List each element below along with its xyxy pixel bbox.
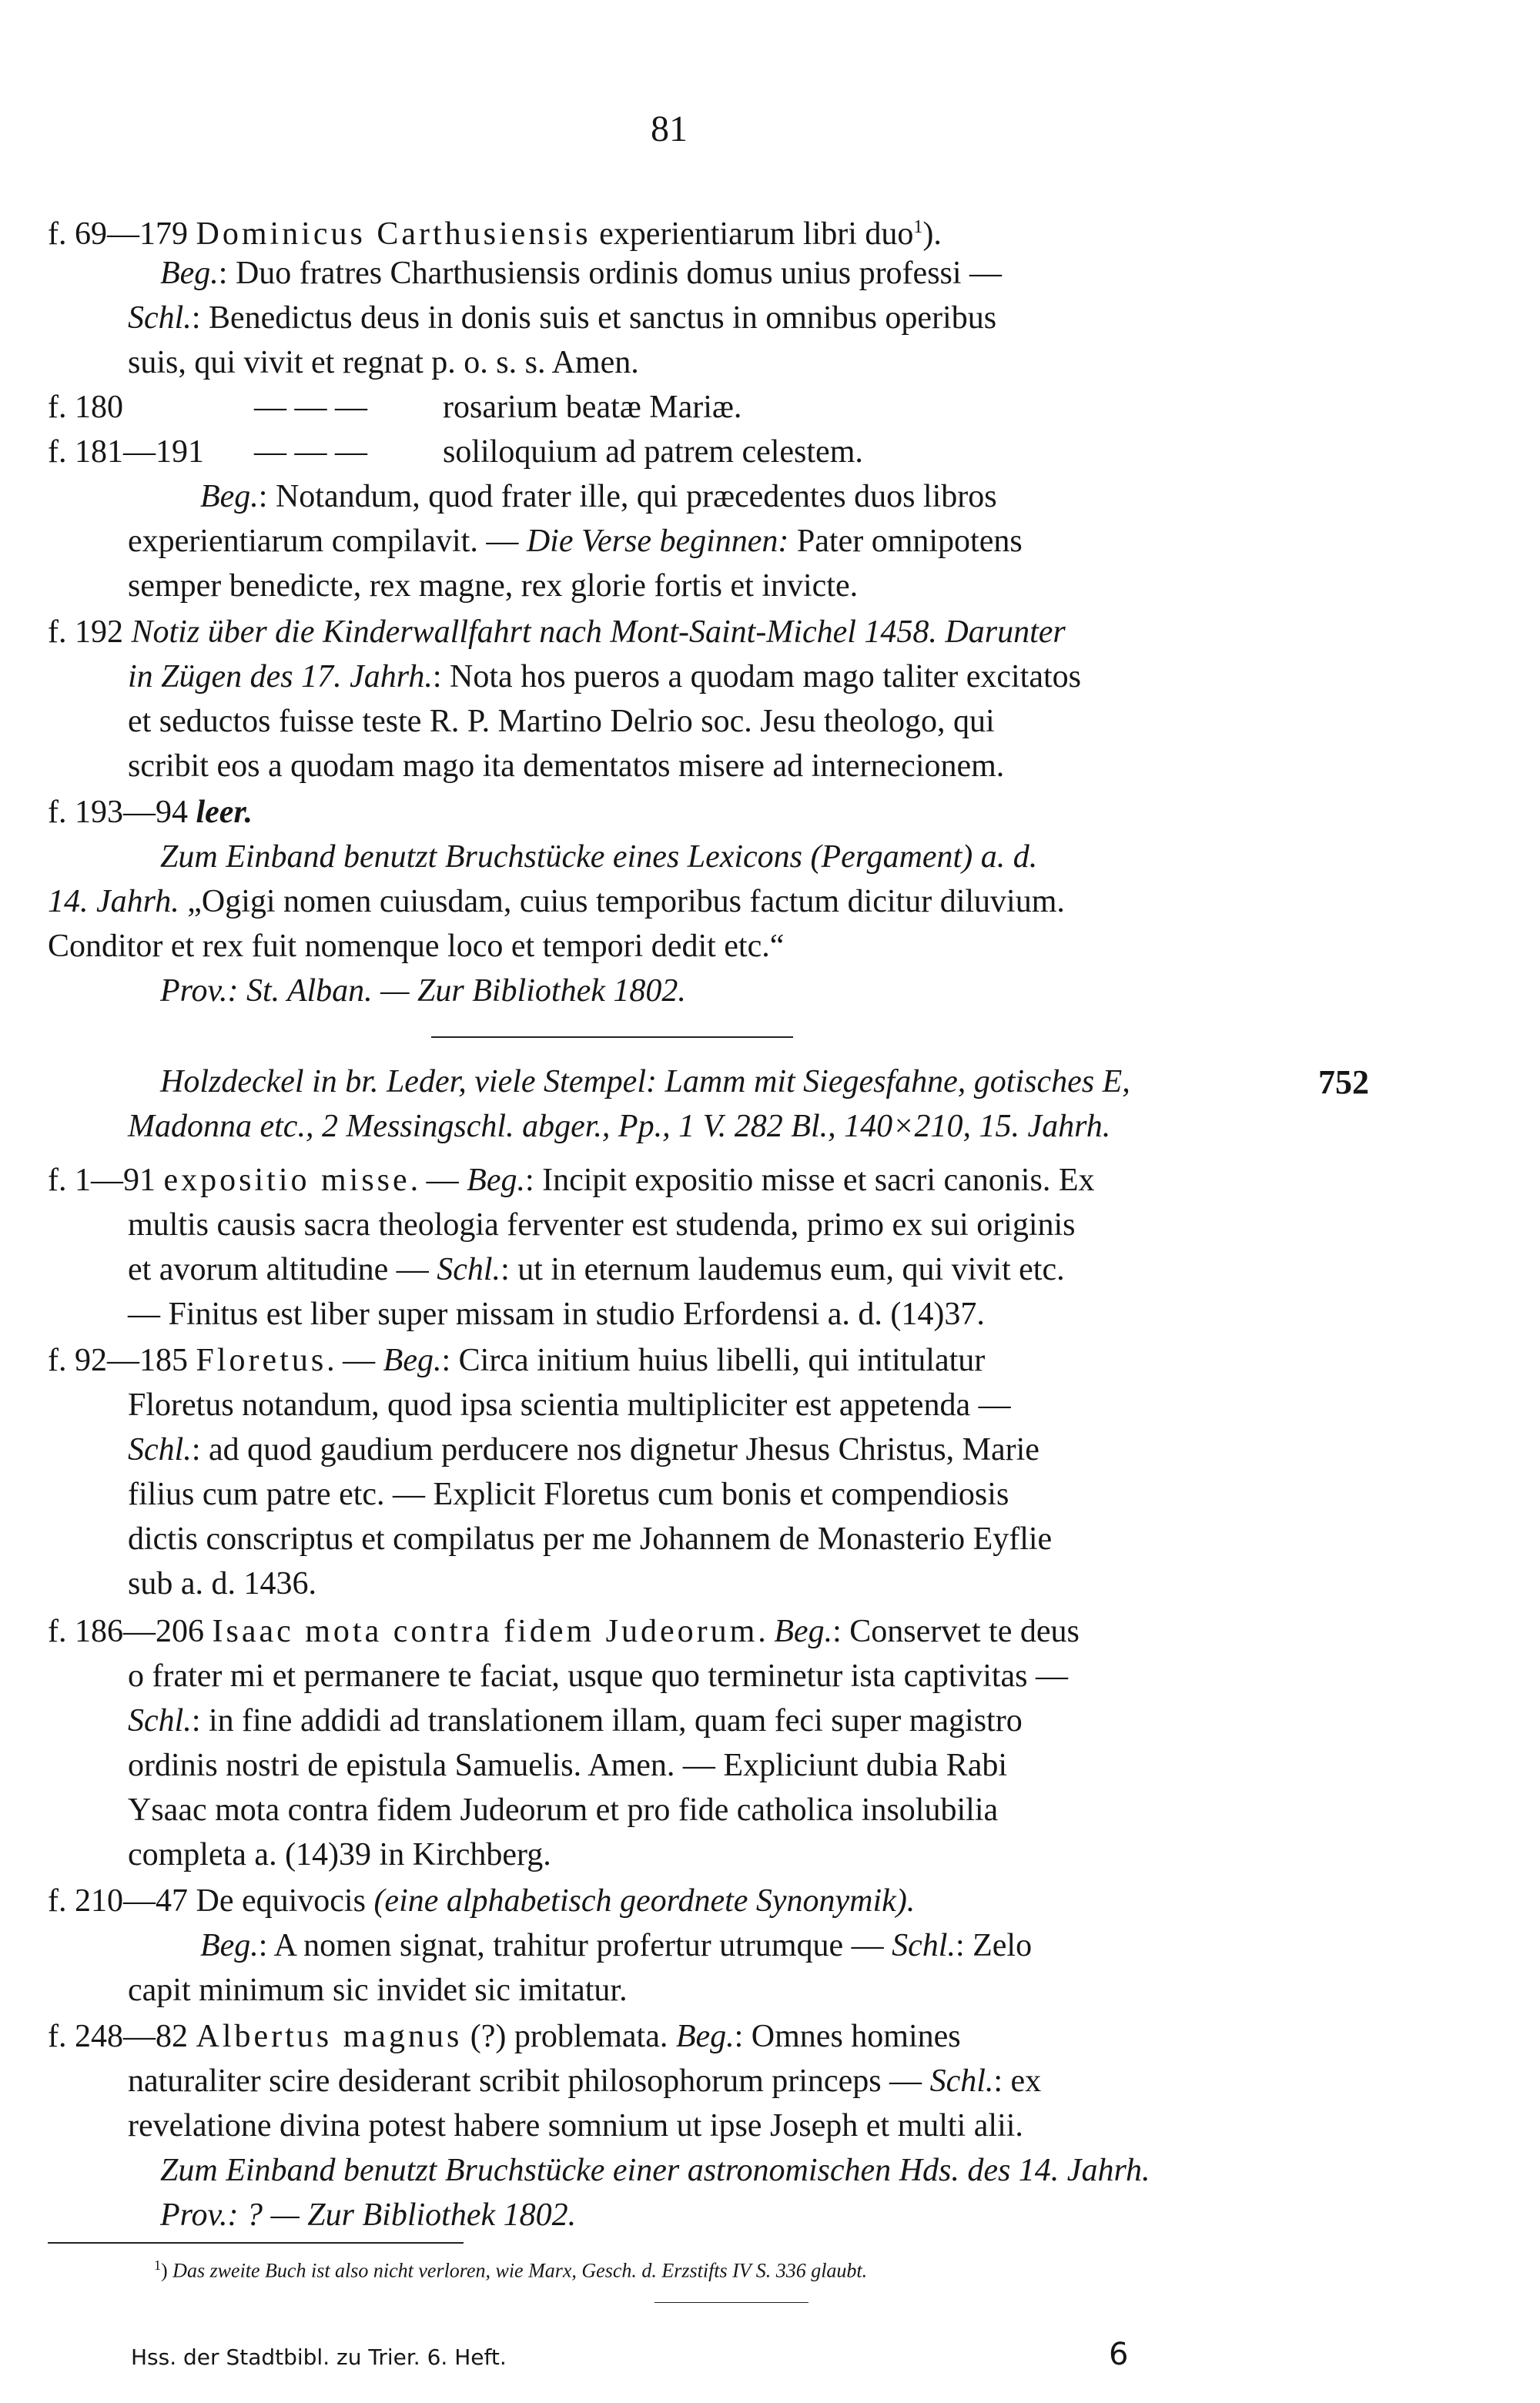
entry-line: filius cum patre etc. — Explicit Floretus cum bonis et compendiosis xyxy=(128,1477,1009,1512)
text: naturaliter scire desiderant scribit philosophorum princeps — xyxy=(128,2063,930,2099)
ditto-dashes: — — — xyxy=(254,434,367,470)
text: f. 193—94 xyxy=(48,795,196,830)
text: expositio misse xyxy=(163,1163,410,1198)
text: f. 210—47 De equivocis xyxy=(48,1883,374,1919)
schl-label: Schl. xyxy=(128,1703,192,1739)
text: : ex xyxy=(993,2063,1042,2099)
beg-label: Beg. xyxy=(200,479,259,514)
entry-line xyxy=(160,251,1002,296)
entry-line xyxy=(48,790,253,835)
text: : ut in eternum laudemus eum, qui vivit etc. xyxy=(500,1252,1065,1287)
entry-line: ordinis nostri de epistula Samuelis. Amen. — Expliciunt dubia Rabi xyxy=(128,1748,1008,1783)
description-line: Holzdeckel in br. Leder, viele Stempel: Lamm mit Siegesfahne, gotisches E, xyxy=(160,1064,1130,1099)
footer-left: Hss. der Stadtbibl. zu Trier. 6. Heft. xyxy=(131,2344,507,2370)
text: (eine alphabetisch geordnete Synonymik). xyxy=(373,1883,916,1919)
text: : Benedictus deus in donis suis et sanctus in omnibus operibus xyxy=(191,300,997,336)
entry-line: revelatione divina potest habere somnium ut ipse Joseph et multi alii. xyxy=(128,2108,1023,2144)
entry-line: suis, qui vivit et regnat p. o. s. s. Amen. xyxy=(128,345,639,380)
entry-line: sub a. d. 1436. xyxy=(128,1566,316,1601)
text: „Ogigi nomen cuiusdam, cuius temporibus factum dicitur diluvium. xyxy=(179,884,1065,919)
ditto-dashes: — — — xyxy=(254,390,367,425)
footer-right: 6 xyxy=(1109,2337,1129,2372)
text: . — xyxy=(326,1343,383,1378)
description-line: Madonna etc., 2 Messingschl. abger., Pp., 1 V. 282 Bl., 140×210, 15. Jahrh. xyxy=(128,1109,1111,1144)
text: : Circa initium huius libelli, qui intitulatur xyxy=(441,1343,986,1378)
text: experientiarum compilavit. — xyxy=(128,524,527,559)
entry-line: Ysaac mota contra fidem Judeorum et pro fide catholica insolubilia xyxy=(128,1792,999,1828)
text: Isaac mota contra fidem Judeorum xyxy=(212,1614,758,1649)
entry-line xyxy=(48,1609,1080,1654)
entry-line: — Finitus est liber super missam in studio Erfordensi a. d. (14)37. xyxy=(128,1297,985,1332)
entry-line: capit minimum sic invidet sic imitatur. xyxy=(128,1973,628,2008)
entry-line: dictis conscriptus et compilatus per me Johannem de Monasterio Eyflie xyxy=(128,1521,1053,1557)
text: et avorum altitudine — xyxy=(128,1252,437,1287)
text: . — xyxy=(410,1163,467,1198)
text: ). xyxy=(922,216,942,252)
text: : Omnes homines xyxy=(734,2019,961,2054)
entry-line xyxy=(48,879,1065,924)
text: . xyxy=(758,1614,775,1649)
schl-label: Schl. xyxy=(128,1432,192,1468)
entry-line: Conditor et rex fuit nomenque loco et tempori dedit etc.“ xyxy=(48,929,785,964)
beg-label: Beg. xyxy=(467,1163,525,1198)
entry-line xyxy=(128,296,996,340)
provenance-line: Prov.: St. Alban. — Zur Bibliothek 1802. xyxy=(160,973,686,1009)
entry-line xyxy=(128,1247,1065,1292)
entry-line xyxy=(48,205,942,256)
entry-line xyxy=(128,2059,1041,2103)
entry-line xyxy=(48,610,1066,654)
entry-line xyxy=(200,1923,1032,1968)
entry-line: Zum Einband benutzt Bruchstücke eines Lexicons (Pergament) a. d. xyxy=(160,839,1038,875)
entry-line xyxy=(128,654,1081,699)
entry-line: o frater mi et permanere te faciat, usque quo terminetur ista captivitas — xyxy=(128,1658,1069,1694)
provenance-line: Prov.: ? — Zur Bibliothek 1802. xyxy=(160,2197,577,2233)
footnote-ref: 1 xyxy=(913,217,923,237)
text: Floretus xyxy=(196,1343,327,1378)
footnote: $^1$) Das zweite Buch ist also nicht verloren, wie Marx, Gesch. d. Erzstifts IV S. 336 glaubt. xyxy=(154,2257,868,2282)
entry-line xyxy=(128,519,1023,564)
text: f. 186—206 xyxy=(48,1614,213,1649)
text: : Conservet te deus xyxy=(832,1614,1080,1649)
text: leer. xyxy=(196,795,253,830)
manuscript-number: 752 xyxy=(1318,1063,1369,1101)
entry-line xyxy=(128,1698,1023,1743)
beg-label: Beg. xyxy=(383,1343,442,1378)
entry-line: Floretus notandum, quod ipsa scientia multipliciter est appetenda — xyxy=(128,1387,1011,1423)
footnote-divider xyxy=(48,2242,464,2244)
entry-line: rosarium beatæ Mariæ. xyxy=(443,390,742,425)
beg-label: Beg. xyxy=(675,2019,735,2054)
entry-line: scribit eos a quodam mago ita dementatos misere ad internecionem. xyxy=(128,748,1005,784)
footnote-marker: 1 xyxy=(154,2257,161,2273)
text: Pater omnipotens xyxy=(788,524,1023,559)
entry-line xyxy=(48,1879,915,1923)
schl-label: Schl. xyxy=(128,300,192,336)
footnote-text: Das zweite Buch ist also nicht verloren, wie Marx, Gesch. d. Erzstifts IV S. 336 glaubt. xyxy=(172,2259,868,2282)
text: : Zelo xyxy=(955,1928,1033,1963)
entry-line: soliloquium ad patrem celestem. xyxy=(443,434,863,470)
entry-line xyxy=(48,2014,961,2059)
entry-line: et seductos fuisse teste R. P. Martino Delrio soc. Jesu theologo, qui xyxy=(128,704,995,739)
section-divider xyxy=(431,1036,793,1038)
text: : Duo fratres Charthusiensis ordinis domus unius professi — xyxy=(218,256,1003,291)
text: f. 1—91 xyxy=(48,1163,164,1198)
text: : Notandum, quod frater ille, qui præcedentes duos libros xyxy=(258,479,997,514)
beg-label: Beg. xyxy=(774,1614,833,1649)
author-name: Dominicus Carthusiensis xyxy=(196,216,591,252)
page-number: 81 xyxy=(651,109,688,149)
entry-line: Zum Einband benutzt Bruchstücke einer astronomischen Hds. des 14. Jahrh. xyxy=(160,2153,1150,2188)
text: f. 92—185 xyxy=(48,1343,196,1378)
text: experientiarum libri duo xyxy=(591,216,914,252)
entry-line: completa a. (14)39 in Kirchberg. xyxy=(128,1837,551,1873)
entry-line xyxy=(200,474,997,519)
schl-label: Schl. xyxy=(929,2063,994,2099)
text: f. 180 xyxy=(48,390,123,425)
entry-line xyxy=(48,1338,985,1383)
entry-line xyxy=(48,385,123,430)
text: in Zügen des 17. Jahrh. xyxy=(128,659,433,694)
schl-label: Schl. xyxy=(437,1252,501,1287)
entry-line xyxy=(48,1158,1094,1203)
schl-label: Schl. xyxy=(892,1928,956,1963)
text: : ad quod gaudium perducere nos dignetur Jhesus Christus, Marie xyxy=(191,1432,1040,1468)
text: Albertus magnus xyxy=(196,2019,463,2054)
text: Notiz über die Kinderwallfahrt nach Mont-Saint-Michel 1458. Darunter xyxy=(131,614,1066,650)
entry-line: f. 181—191 xyxy=(48,434,204,470)
text: f. 192 xyxy=(48,614,132,650)
entry-line: semper benedicte, rex magne, rex glorie fortis et invicte. xyxy=(128,568,859,604)
text: (?) problemata. xyxy=(462,2019,676,2054)
text: : A nomen signat, trahitur profertur utrumque — xyxy=(258,1928,892,1963)
text: : Incipit expositio misse et sacri canonis. Ex xyxy=(524,1163,1095,1198)
text: Die Verse beginnen: xyxy=(526,524,789,559)
text: 14. Jahrh. xyxy=(48,884,179,919)
beg-label: Beg. xyxy=(160,256,219,291)
text: f. 69—179 xyxy=(48,216,196,252)
text: : Nota hos pueros a quodam mago taliter excitatos xyxy=(432,659,1082,694)
beg-label: Beg. xyxy=(200,1928,259,1963)
entry-line: multis causis sacra theologia ferventer est studenda, primo ex sui originis xyxy=(128,1207,1076,1243)
text: : in fine addidi ad translationem illam, quam feci super magistro xyxy=(191,1703,1023,1739)
text: f. 248—82 xyxy=(48,2019,196,2054)
entry-line xyxy=(128,1427,1040,1472)
footer-rule xyxy=(654,2302,808,2303)
